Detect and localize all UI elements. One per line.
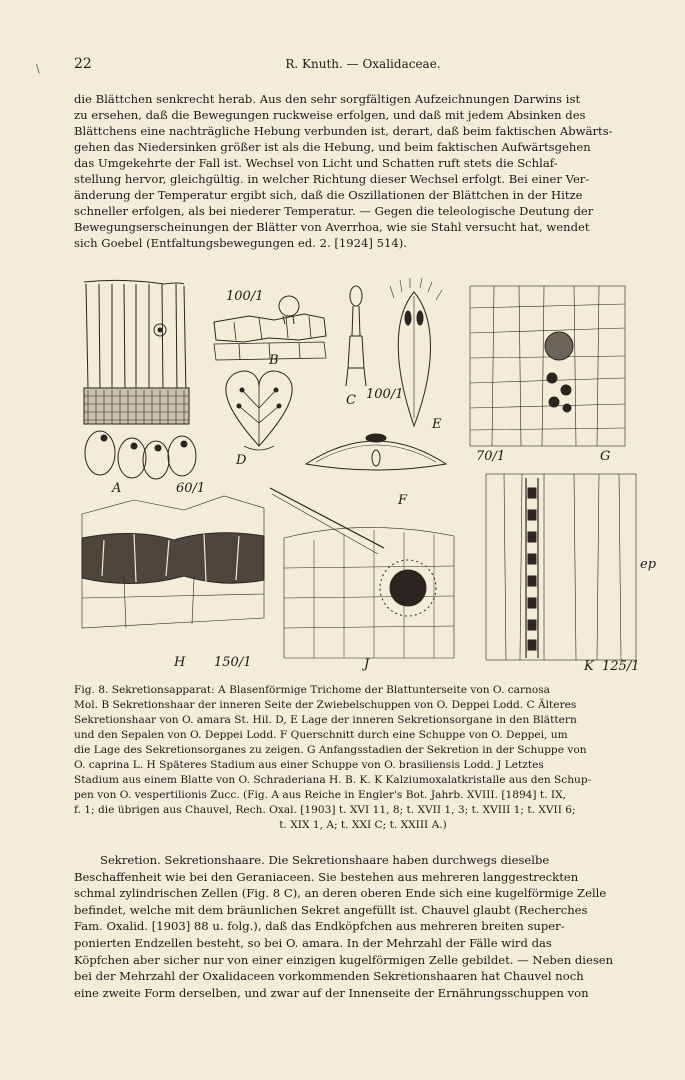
caption-line: und den Sepalen von O. Deppei Lodd. F Querschnitt durch eine Schuppe von O. Deppei, um: [74, 729, 568, 741]
text-line: schmal zylindrischen Zellen (Fig. 8 C), an deren oberen Ende sich eine kugelförmige Zelle: [74, 886, 607, 901]
panel-label-f: F: [398, 493, 408, 508]
panel-label-k: K: [584, 659, 594, 674]
text-line: befindet, welche mit dem bräunlichen Sekret angefüllt ist. Chauvel glaubt (Recherches: [74, 902, 588, 917]
panel-h-drawing: [82, 496, 264, 628]
page-header: [74, 56, 652, 76]
text-line: Bewegungserscheinungen der Blätter von Averrhoa, wie sie Stahl versucht hat, wendet: [74, 220, 590, 234]
panel-label-b: B: [269, 353, 279, 368]
caption-line: Sekretionshaar von O. amara St. Hil. D, E Lage der inneren Sekretionsorgane in den Blättern: [74, 714, 577, 726]
caption-line: Stadium aus einem Blatte von O. Schraderiana H. B. K. K Kalziumoxalatkristalle aus den Schup-: [74, 774, 592, 786]
section-lead-line: Sekretion. Sekretionshaare. Die Sekretionshaare haben durchwegs dieselbe: [100, 853, 550, 867]
caption-line: t. XIX 1, A; t. XXI C; t. XXIII A.): [279, 819, 447, 831]
panel-f-drawing: [306, 434, 446, 470]
caption-line: Mol. B Sekretionshaar der inneren Seite der Zwiebelschuppen von O. Deppei Lodd. C Älteres: [74, 699, 577, 711]
panel-g-drawing: [470, 286, 625, 446]
caption-line: Fig. 8. Sekretionsapparat: A Blasenförmige Trichome der Blattunterseite von O. carnosa: [74, 684, 550, 696]
caption-line: pen von O. vespertilionis Zucc. (Fig. A aus Reiche in Engler's Bot. Jahrb. XVIII. [1894] t. IX,: [74, 789, 567, 801]
panel-a-drawing: [84, 280, 196, 479]
text-line: eine zweite Form derselben, und zwar auf der Innenseite der Ernährungsschuppen von: [74, 985, 589, 1000]
text-line: Fam. Oxalid. [1903] 88 u. folg.), daß das Endköpfchen aus mehreren breiten super-: [74, 919, 565, 934]
text-line: das Umgekehrte der Fall ist. Wechsel von Licht und Schatten ruft stets die Schlaf-: [74, 156, 558, 170]
panel-k-drawing: [486, 474, 636, 660]
magnification-g: 70/1: [476, 449, 506, 464]
paragraph-sekretion: [74, 852, 652, 1001]
panel-label-g: G: [600, 449, 611, 464]
text-line: änderung der Temperatur ergibt sich, daß die Oszillationen der Blättchen in der Hitze: [74, 188, 583, 202]
magnification-c: 100/1: [366, 387, 404, 402]
caption-line: O. caprina L. H Späteres Stadium aus einer Schuppe von O. brasiliensis Lodd. J Letztes: [74, 759, 544, 771]
text-line: Beschaffenheit wie bei den Geraniaceen. Sie bestehen aus mehreren langgestreckten: [74, 869, 579, 884]
magnification-k: 125/1: [602, 659, 640, 674]
panel-e-drawing: [390, 278, 442, 426]
panel-b-drawing: [214, 296, 326, 360]
panel-j-drawing: [270, 488, 454, 658]
paragraph-top: [74, 91, 652, 251]
text-line: stellung hervor, gleichgültig. in welcher Richtung dieser Wechsel erfolgt. Bei einer Ver-: [74, 172, 590, 186]
figure-caption: [74, 683, 652, 833]
text-line: ponierten Endzellen besteht, so bei O. amara. In der Mehrzahl der Fälle wird das: [74, 935, 552, 950]
panel-label-h: H: [174, 655, 186, 670]
text-line: schneller erfolgen, als bei niederer Temperatur. — Gegen die teleologische Deutung der: [74, 204, 594, 218]
panel-label-c: C: [346, 393, 356, 408]
magnification-a: 60/1: [176, 481, 206, 496]
text-line: Köpfchen aber sicher nur von einer einzigen kugelförmigen Zelle gebildet. — Neben diesen: [74, 952, 614, 967]
running-title: R. Knuth. — Oxalidaceae.: [285, 57, 441, 71]
caption-line: f. 1; die übrigen aus Chauvel, Rech. Oxal. [1903] t. XVI 11, 8; t. XVII 1, 3; t. XVIII 1; t. XVII 6;: [74, 804, 576, 816]
text-line: zu ersehen, daß die Bewegungen ruckweise erfolgen, und daß mit jedem Absinken des: [74, 108, 586, 122]
label-ep: ep: [640, 557, 657, 572]
panel-d-drawing: [226, 371, 292, 450]
panel-label-j: J: [364, 657, 370, 672]
figure-illustration: [74, 278, 657, 676]
figure-8: [74, 278, 657, 676]
panel-label-a: A: [112, 481, 122, 496]
magnification-h: 150/1: [214, 655, 252, 670]
text-line: bei der Mehrzahl der Oxalidaceen vorkommenden Sekretionshaaren hat Chauvel noch: [74, 969, 584, 984]
page-number: 22: [74, 56, 92, 72]
margin-mark: \: [36, 62, 40, 75]
panel-c-drawing: [346, 286, 366, 386]
magnification-b: 100/1: [226, 289, 264, 304]
text-line: Blättchens eine nachträgliche Hebung verbunden ist, derart, daß beim faktischen Abwärts-: [74, 124, 613, 138]
panel-label-d: D: [236, 453, 247, 468]
caption-line: die Lage des Sekretionsorganes zu zeigen. G Anfangsstadien der Sekretion in der Schuppe von: [74, 744, 587, 756]
text-line: gehen das Niedersinken größer ist als die Hebung, und beim faktischen Aufwärtsgehen: [74, 140, 591, 154]
text-line: sich Goebel (Entfaltungsbewegungen ed. 2. [1924] 514).: [74, 236, 407, 250]
text-line: die Blättchen senkrecht herab. Aus den sehr sorgfältigen Aufzeichnungen Darwins ist: [74, 92, 581, 106]
panel-label-e: E: [432, 417, 442, 432]
